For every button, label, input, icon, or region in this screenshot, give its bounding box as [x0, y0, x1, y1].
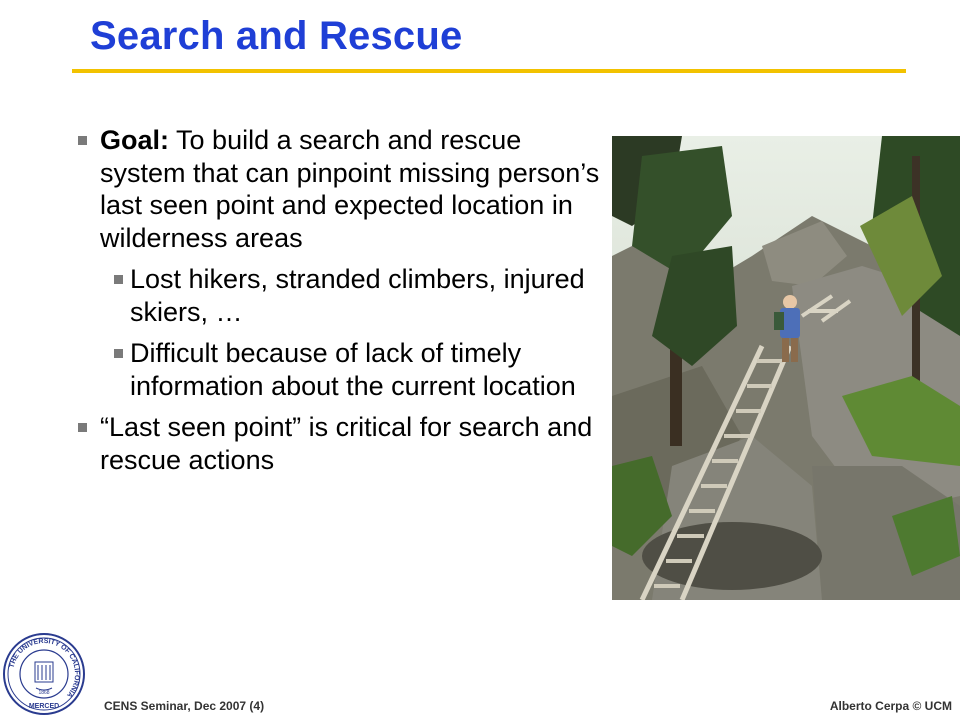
- footer-left: CENS Seminar, Dec 2007 (4): [104, 699, 265, 713]
- climber-ladder-photo: [612, 136, 960, 600]
- title-underline: [72, 69, 906, 73]
- square-bullet-icon: [78, 136, 87, 145]
- seal-ring-text: THE UNIVERSITY OF CALIFORNIA: [8, 637, 81, 699]
- bullet-goal-lead: Goal:: [100, 125, 170, 155]
- sub-bullet-text: Difficult because of lack of timely information about the current location: [130, 338, 576, 401]
- sub-bullet-difficult: [78, 337, 608, 402]
- bullet-last-seen-text: “Last seen point” is critical for search and rescue actions: [100, 412, 593, 475]
- bullet-goal-text: To build a search and rescue system that can pinpoint missing person’s last seen point and expected location in wilderness areas: [100, 125, 600, 253]
- sub-bullet-lost-hikers: [78, 263, 608, 328]
- square-bullet-icon: [114, 349, 123, 358]
- bullet-goal: [78, 124, 608, 254]
- seal-year: 1868: [38, 690, 50, 696]
- slide-title: Search and Rescue: [90, 14, 463, 58]
- footer-right: Alberto Cerpa © UCM: [829, 699, 952, 713]
- sub-bullet-text: Lost hikers, stranded climbers, injured skiers, …: [130, 264, 585, 327]
- slide-content: [78, 124, 608, 485]
- square-bullet-icon: [78, 423, 87, 432]
- square-bullet-icon: [114, 275, 123, 284]
- bullet-last-seen: [78, 411, 608, 476]
- seal-bottom-text: MERCED: [28, 703, 60, 710]
- university-seal-icon: [2, 632, 86, 716]
